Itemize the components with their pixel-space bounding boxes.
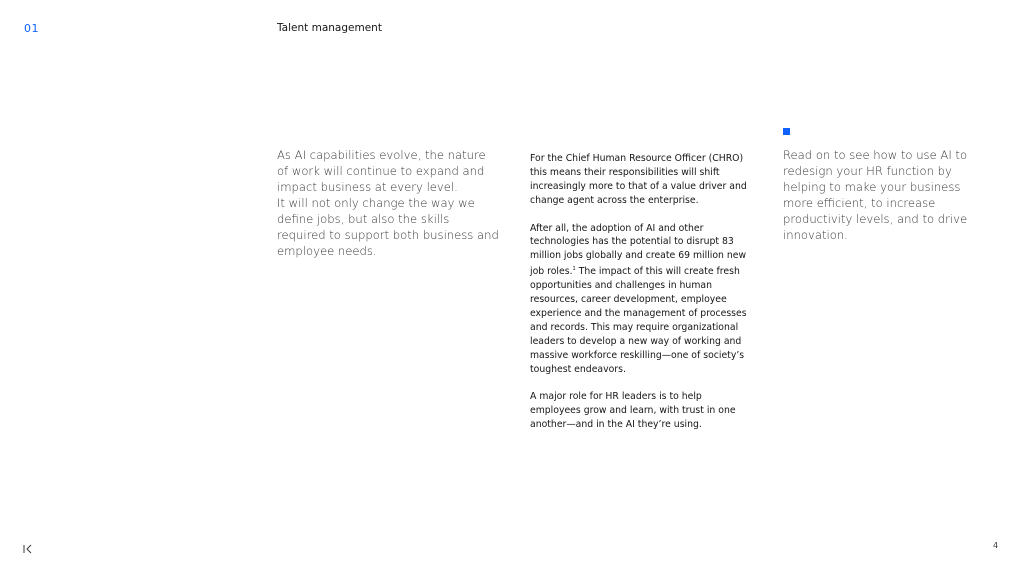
callout-text: Read on to see how to use AI to redesign your HR function by helping to make your business more efficient, to increase productivity levels, and to drive innovation.: [783, 148, 968, 242]
footnote-reference[interactable]: 1: [572, 266, 576, 273]
intro-line-1: As AI capabilities evolve, the nature of work will continue to expand and impact business at every level.: [277, 148, 486, 194]
page-number: 4: [993, 541, 999, 550]
body-column: [530, 152, 755, 446]
body-paragraph-2-end: The impact of this will create fresh opportunities and challenges in human resources, career development, employee experience and the management of processes and records. This may require organizational leaders to develop a new way of working and massive workforce reskilling—one of society’s toughest endeavors.: [530, 266, 747, 375]
body-paragraph-3: A major role for HR leaders is to help employees grow and learn, with trust in one another—and in the AI they’re using.: [530, 391, 736, 431]
body-paragraph-2-start: After all, the adoption of AI and other technologies has the potential to disrupt 83 million jobs globally and create 69 million new job roles.: [530, 222, 747, 278]
chapter-number: 01: [24, 22, 39, 35]
section-title: Talent management: [277, 22, 382, 34]
intro-text: [277, 147, 499, 259]
accent-square: [783, 128, 790, 135]
back-to-start-icon-svg: [22, 543, 34, 555]
body-paragraph-2: [530, 222, 755, 377]
body-paragraph-1: For the Chief Human Resource Officer (CHRO) this means their responsibilities will shift increasingly more to that of a value driver and change agent across the enterprise.: [530, 153, 747, 206]
back-to-start-icon[interactable]: [22, 540, 34, 552]
intro-line-2: It will not only change the way we define jobs, but also the skills required to support both business and employee needs.: [277, 196, 499, 258]
